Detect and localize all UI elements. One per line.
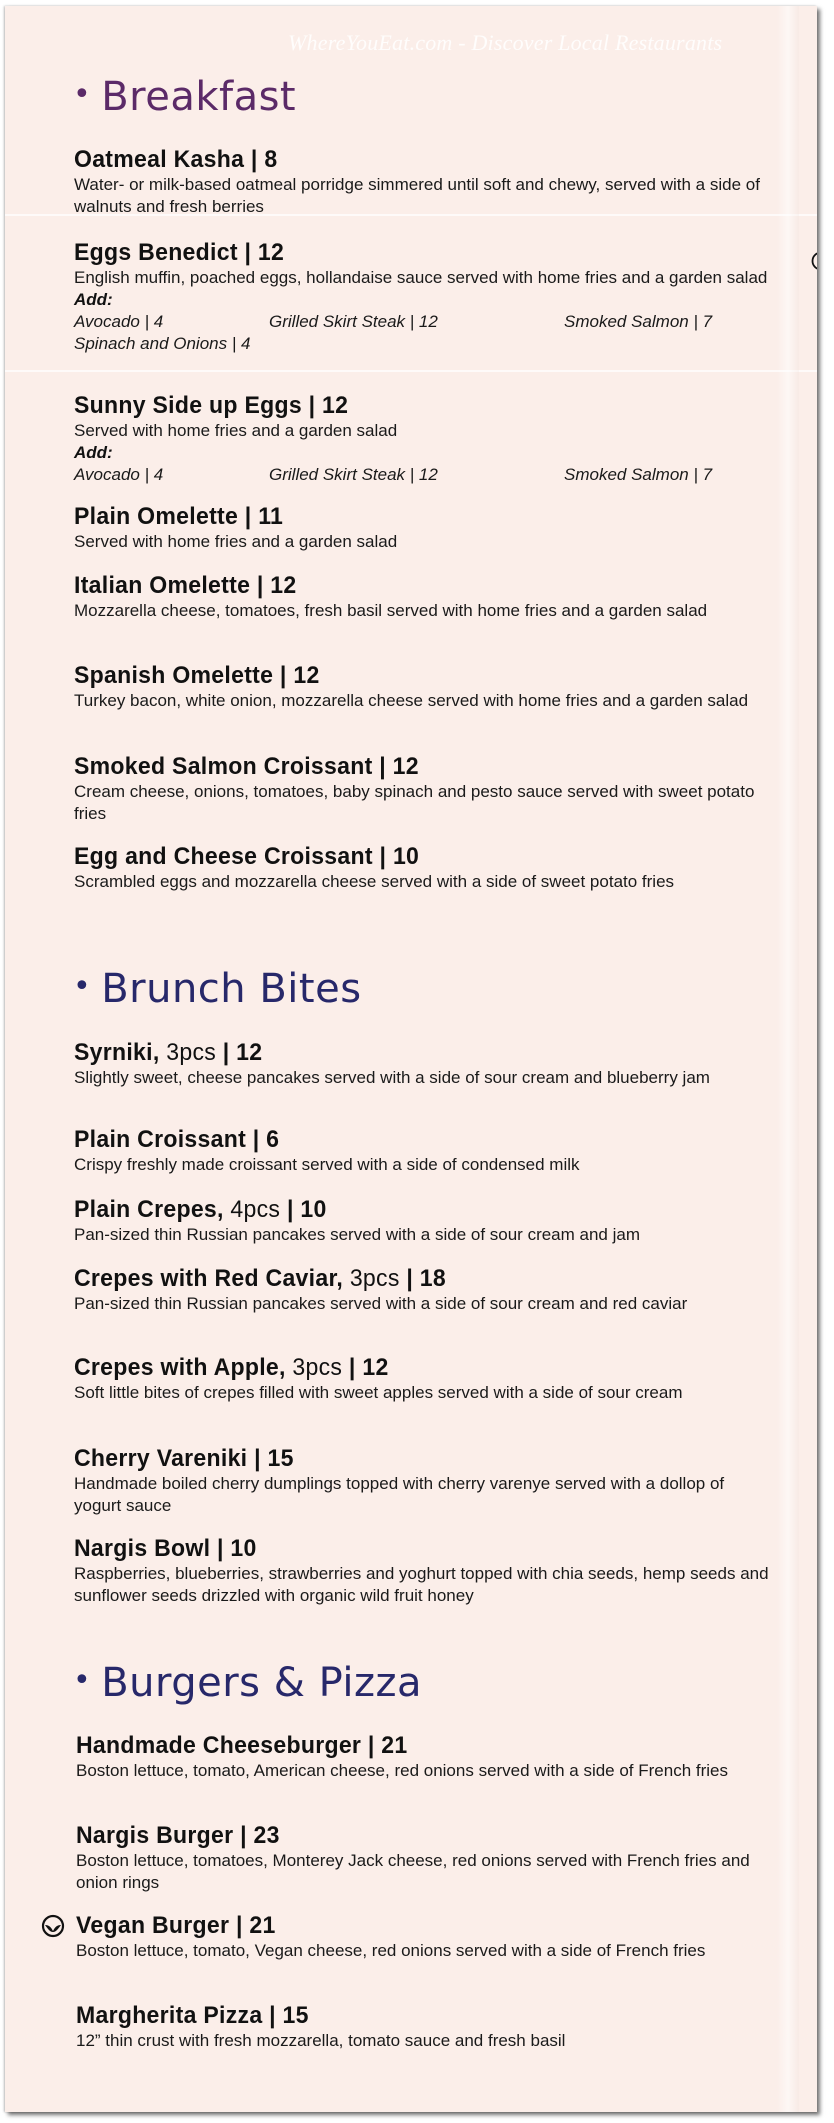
item-title: Margherita Pizza | 15 bbox=[76, 2002, 309, 2029]
item-title: Syrniki, 3pcs | 12 bbox=[74, 1039, 263, 1066]
section-heading-brunch-bites bbox=[73, 966, 362, 1012]
item-title: Plain Croissant | 6 bbox=[74, 1126, 280, 1153]
menu-item bbox=[74, 392, 774, 486]
item-description: 12” thin crust with fresh mozzarella, tomato sauce and fresh basil bbox=[76, 2031, 566, 2050]
item-price: 21 bbox=[381, 1732, 408, 1759]
item-title: Oatmeal Kasha | 8 bbox=[74, 146, 278, 173]
item-title: Egg and Cheese Croissant | 10 bbox=[74, 843, 420, 870]
item-price: 11 bbox=[258, 503, 284, 530]
item-description: Boston lettuce, tomato, American cheese, red onions served with a side of French fries bbox=[76, 1761, 729, 1780]
addon: Grilled Skirt Steak | 12 bbox=[269, 312, 438, 331]
item-description: Served with home fries and a garden salad bbox=[74, 421, 398, 440]
item-description: Soft little bites of crepes filled with sweet apples served with a side of sour cream bbox=[74, 1383, 683, 1402]
item-title: Nargis Burger | 23 bbox=[76, 1822, 280, 1849]
item-description: Handmade boiled cherry dumplings topped with cherry varenye served with a dollop of yogurt sauce bbox=[74, 1474, 725, 1515]
bullet: • bbox=[73, 969, 92, 1004]
add-label: Add: bbox=[74, 290, 113, 309]
section-heading-burgers-pizza bbox=[73, 1660, 422, 1706]
item-price: 6 bbox=[266, 1126, 280, 1153]
menu-item bbox=[74, 753, 774, 825]
watermark: WhereYouEat.com - Discover Local Restaurants bbox=[288, 30, 723, 55]
item-description: Scrambled eggs and mozzarella cheese served with a side of sweet potato fries bbox=[74, 872, 675, 891]
item-price: 12 bbox=[293, 662, 320, 689]
item-price: 10 bbox=[392, 843, 420, 870]
section-heading-breakfast bbox=[73, 74, 296, 120]
bullet: • bbox=[73, 77, 92, 112]
menu-item bbox=[74, 843, 774, 893]
addon: Avocado | 4 bbox=[74, 465, 164, 484]
item-title: Italian Omelette | 12 bbox=[74, 572, 297, 599]
item-price: 12 bbox=[322, 392, 349, 419]
menu-item bbox=[76, 2002, 776, 2052]
menu-item bbox=[74, 572, 774, 622]
item-title: Nargis Bowl | 10 bbox=[74, 1535, 257, 1562]
addon: Smoked Salmon | 7 bbox=[564, 312, 713, 331]
divider bbox=[5, 370, 817, 372]
item-description: Water- or milk-based oatmeal porridge simmered until soft and chewy, served with a side of walnuts and fresh berries bbox=[74, 175, 760, 216]
menu-item bbox=[74, 1039, 774, 1089]
menu-item bbox=[74, 1354, 774, 1404]
addon: Avocado | 4 bbox=[74, 312, 164, 331]
item-price: 10 bbox=[230, 1535, 257, 1562]
menu-item bbox=[74, 662, 774, 712]
item-title: Handmade Cheeseburger | 21 bbox=[76, 1732, 408, 1759]
section-heading-label: Breakfast bbox=[101, 74, 297, 120]
menu-item bbox=[74, 1126, 774, 1176]
item-title: Vegan Burger | 21 bbox=[76, 1912, 276, 1939]
item-price: 12 bbox=[236, 1039, 263, 1066]
section-heading-label: Brunch Bites bbox=[101, 966, 362, 1012]
vegan-leaf-icon bbox=[41, 1914, 65, 1938]
addon: Smoked Salmon | 7 bbox=[564, 465, 713, 484]
menu-item bbox=[74, 146, 774, 218]
addon: Spinach and Onions | 4 bbox=[74, 334, 251, 353]
item-price: 15 bbox=[282, 2002, 309, 2029]
item-title: Sunny Side up Eggs | 12 bbox=[74, 392, 349, 419]
spicy-pepper-icon bbox=[811, 250, 817, 272]
item-title: Smoked Salmon Croissant | 12 bbox=[74, 753, 419, 780]
item-price: 21 bbox=[249, 1912, 276, 1939]
item-price: 8 bbox=[264, 146, 278, 173]
item-price: 12 bbox=[270, 572, 297, 599]
menu-item bbox=[74, 503, 774, 553]
item-title: Plain Omelette | 11 bbox=[74, 503, 284, 530]
item-price: 10 bbox=[300, 1196, 327, 1223]
item-description: Slightly sweet, cheese pancakes served with a side of sour cream and blueberry jam bbox=[74, 1068, 710, 1087]
item-description: Pan-sized thin Russian pancakes served with a side of sour cream and red caviar bbox=[74, 1294, 688, 1313]
item-price: 18 bbox=[419, 1265, 446, 1292]
menu-item bbox=[74, 1265, 774, 1315]
item-description: Raspberries, blueberries, strawberries and yoghurt topped with chia seeds, hemp seeds and sunflower seeds drizzled with organic wild fruit honey bbox=[74, 1564, 769, 1605]
menu-item bbox=[74, 239, 774, 355]
item-description: Turkey bacon, white onion, mozzarella cheese served with home fries and a garden salad bbox=[74, 691, 749, 710]
item-title: Cherry Vareniki | 15 bbox=[74, 1445, 294, 1472]
item-description: Boston lettuce, tomato, Vegan cheese, red onions served with a side of French fries bbox=[76, 1941, 706, 1960]
item-description: Served with home fries and a garden salad bbox=[74, 532, 398, 551]
item-price: 12 bbox=[257, 239, 285, 266]
item-title: Spanish Omelette | 12 bbox=[74, 662, 320, 689]
item-description: Cream cheese, onions, tomatoes, baby spinach and pesto sauce served with sweet potato fries bbox=[74, 782, 755, 823]
addons-row bbox=[74, 311, 774, 333]
section-heading-label: Burgers & Pizza bbox=[101, 1660, 423, 1706]
item-description: Pan-sized thin Russian pancakes served with a side of sour cream and jam bbox=[74, 1225, 641, 1244]
item-price: 23 bbox=[253, 1822, 280, 1849]
item-price: 15 bbox=[267, 1445, 294, 1472]
item-title: Crepes with Red Caviar, 3pcs | 18 bbox=[74, 1265, 446, 1292]
item-description: Mozzarella cheese, tomatoes, fresh basil served with home fries and a garden salad bbox=[74, 601, 708, 620]
menu-item bbox=[74, 1445, 774, 1517]
item-price: 12 bbox=[392, 753, 419, 780]
addons-row bbox=[74, 464, 774, 486]
menu-item bbox=[76, 1912, 776, 1962]
addon: Grilled Skirt Steak | 12 bbox=[269, 465, 438, 484]
item-description: Boston lettuce, tomatoes, Monterey Jack cheese, red onions served with French fries and onion rings bbox=[76, 1851, 750, 1892]
menu-item bbox=[74, 1535, 774, 1607]
item-description: Crispy freshly made croissant served with a side of condensed milk bbox=[74, 1155, 580, 1174]
menu-page bbox=[5, 6, 817, 2112]
menu-item bbox=[76, 1732, 776, 1782]
addons-row bbox=[74, 333, 774, 355]
menu-item bbox=[74, 1196, 774, 1246]
item-title: Crepes with Apple, 3pcs | 12 bbox=[74, 1354, 389, 1381]
add-label: Add: bbox=[74, 443, 113, 462]
menu-item bbox=[76, 1822, 776, 1894]
item-title: Eggs Benedict | 12 bbox=[74, 239, 285, 266]
item-price: 12 bbox=[362, 1354, 389, 1381]
item-title: Plain Crepes, 4pcs | 10 bbox=[74, 1196, 327, 1223]
bullet: • bbox=[73, 1663, 92, 1698]
item-description: English muffin, poached eggs, hollandaise sauce served with home fries and a garden salad bbox=[74, 268, 768, 287]
